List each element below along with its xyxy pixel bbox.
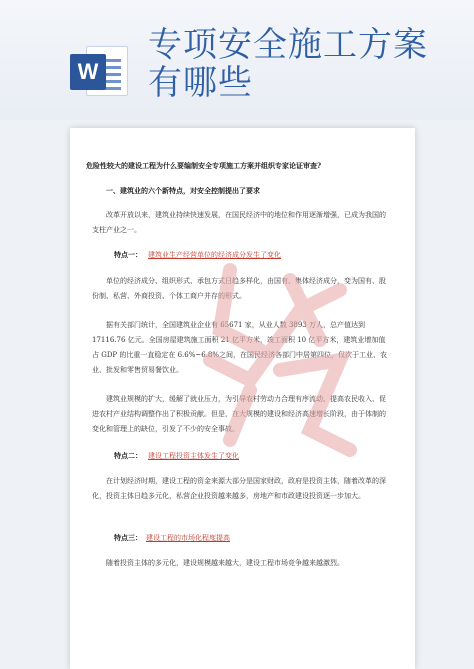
feature-highlight: 建筑业生产经营单位的经济成分发生了变化 (148, 251, 281, 259)
feature-label: 特点一： (114, 250, 142, 259)
page-title-line2: 有哪些 (148, 63, 253, 103)
page-title-line1: 专项安全施工方案 (148, 25, 428, 65)
word-document-icon (70, 40, 128, 98)
document-question: 危险性较大的建设工程为什么要编制安全专项施工方案并组织专家论证审查? (86, 161, 322, 170)
paragraph: 在计划经济时期，建设工程的资金来源大部分是国家财政，政府是投资主体，随着改革的深化，投资主体日趋多元化，私营企业投资越来越多，房地产和市政建设投资逐一步加大。 (92, 477, 386, 500)
header-banner (0, 0, 474, 120)
feature-highlight: 建设工程的市场化程度提高 (146, 534, 230, 542)
feature-label: 特点三： (114, 533, 142, 542)
word-letter-icon: W (70, 54, 106, 90)
feature-heading (114, 451, 239, 461)
page-title (148, 26, 458, 102)
paragraph: 建筑业规模的扩大，缓解了就业压力，为引导农村劳动力合理有序流动、提高农民收入、促进农村产业结构调整作出了积极贡献。但是，在大规模的建设和经济高速增长阶段，由于体制的变化和管理上的缺位，引发了不少的安全事故。 (92, 395, 386, 433)
document-page (70, 128, 415, 669)
paragraph: 随着投资主体的多元化，建设规模越来越大，建设工程市场竞争越来越激烈。 (106, 559, 344, 567)
paragraph: 据有关部门统计，全国建筑业企业有 65671 家，从业人数 3893 万人，总产值达到17116.76 亿元。全国房屋建筑施工面积 21 亿平方米，竣工面积 10 亿平方米，建筑业增加值占 GDP 的比重一直稳定在 6.6%~6.8%之间，在国民经济各部门中居第四位，仅次于工业、农业、批发和零售贸易餐饮业。 (92, 321, 388, 374)
paragraph: 单位的经济成分、组织形式、承包方式日趋多样化，由国有、集体经济成分，变为国有、股份制、私营、外商投资、个体工商户并存的形式。 (92, 277, 386, 300)
paragraph: 改革开放以来，建筑业持续快速发展，在国民经济中的地位和作用逐渐增强，已成为我国的支柱产业之一。 (92, 211, 386, 234)
section-heading: 一、建筑业的六个新特点，对安全控制提出了要求 (106, 186, 260, 195)
feature-heading (114, 533, 230, 543)
feature-heading (114, 250, 281, 260)
feature-highlight: 建设工程投资主体发生了变化 (148, 452, 239, 460)
feature-label: 特点二： (114, 451, 142, 460)
